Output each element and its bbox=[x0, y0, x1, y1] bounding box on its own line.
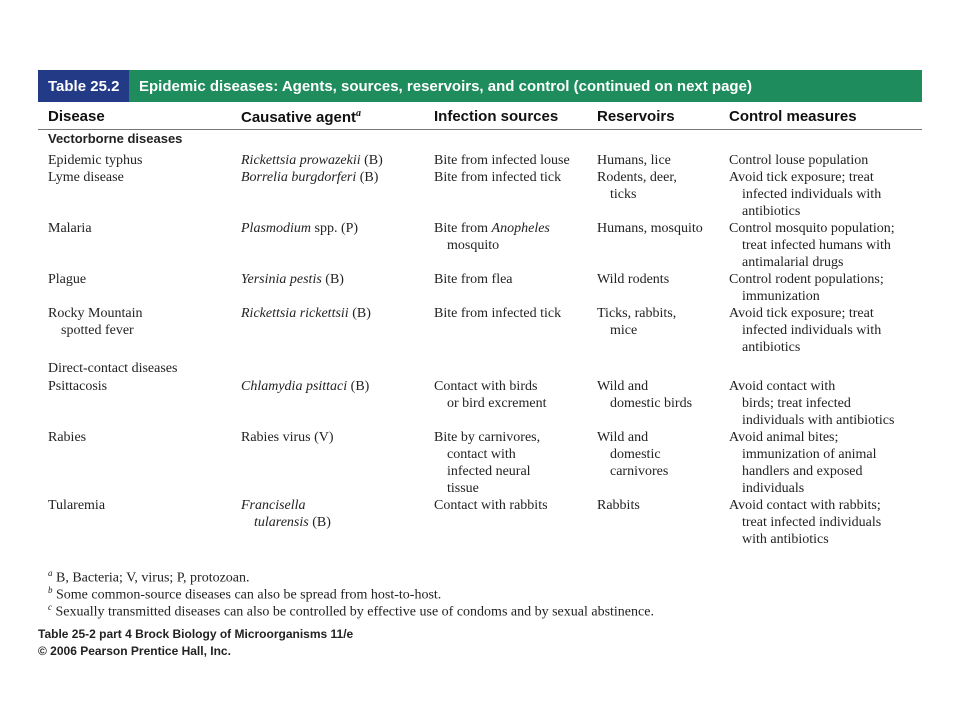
cell-sources: Bite from infected tick bbox=[434, 170, 562, 185]
table-header bbox=[38, 102, 922, 130]
cell-disease: Tularemia bbox=[48, 498, 106, 513]
cell-disease: Psittacosis bbox=[48, 379, 108, 394]
cell-sources: Bite from Anopheles mosquito bbox=[434, 221, 550, 253]
footnote: $^b$ Some common-source diseases can also be spread from host-to-host. bbox=[48, 585, 442, 603]
cell-agent: Rickettsia prowazekii (B) bbox=[241, 153, 383, 168]
col-header-sources: Infection sources bbox=[434, 108, 559, 125]
cell-control: Control louse population bbox=[729, 153, 869, 168]
cell-sources: Contact with birds or bird excrement bbox=[434, 379, 547, 411]
cell-agent: Yersinia pestis (B) bbox=[241, 272, 344, 287]
cell-sources: Contact with rabbits bbox=[434, 498, 548, 513]
col-header-reservoirs: Reservoirs bbox=[597, 108, 675, 125]
cell-disease: Malaria bbox=[48, 221, 92, 236]
cell-control: Avoid contact with rabbits; treat infected individuals with antibiotics bbox=[729, 498, 882, 547]
cell-disease: Plague bbox=[48, 272, 87, 287]
cell-reservoirs: Ticks, rabbits, mice bbox=[597, 306, 677, 338]
cell-reservoirs: Wild and domestic carnivores bbox=[597, 430, 669, 479]
col-header-agent: Causative agent$^a$ bbox=[241, 108, 362, 126]
cell-agent: Borrelia burgdorferi (B) bbox=[241, 170, 379, 185]
cell-sources: Bite by carnivores, contact with infected neural tissue bbox=[434, 430, 541, 496]
cell-disease: Lyme disease bbox=[48, 170, 124, 185]
cell-disease: Rocky Mountain spotted fever bbox=[48, 306, 143, 338]
col-header-disease: Disease bbox=[48, 108, 105, 125]
cell-agent: Plasmodium spp. (P) bbox=[241, 221, 359, 236]
caption-line: © 2006 Pearson Prentice Hall, Inc. bbox=[38, 644, 231, 658]
table-title: Epidemic diseases: Agents, sources, reservoirs, and control (continued on next page) bbox=[129, 70, 922, 102]
cell-control: Control rodent populations; immunization bbox=[729, 272, 884, 304]
cell-reservoirs: Wild and domestic birds bbox=[597, 379, 693, 411]
col-header-control: Control measures bbox=[729, 108, 857, 125]
footnote-mark: a bbox=[356, 108, 362, 119]
cell-agent: Rabies virus (V) bbox=[241, 430, 334, 445]
cell-reservoirs: Humans, lice bbox=[597, 153, 671, 168]
caption-line: Table 25-2 part 4 Brock Biology of Microorganisms 11/e bbox=[38, 627, 354, 641]
cell-sources: Bite from infected louse bbox=[434, 153, 570, 168]
cell-reservoirs: Wild rodents bbox=[597, 272, 670, 287]
cell-agent: Chlamydia psittaci (B) bbox=[241, 379, 370, 394]
cell-control: Control mosquito population; treat infected humans with antimalarial drugs bbox=[729, 221, 895, 270]
figure-caption bbox=[38, 626, 353, 660]
footnote: $^c$ Sexually transmitted diseases can also be controlled by effective use of condoms and by sexual abstinence. bbox=[48, 602, 654, 620]
cell-sources: Bite from infected tick bbox=[434, 306, 562, 321]
cell-control: Avoid tick exposure; treat infected individuals with antibiotics bbox=[729, 170, 882, 219]
cell-disease: Rabies bbox=[48, 430, 87, 445]
footnote: $^a$ B, Bacteria; V, virus; P, protozoan. bbox=[48, 568, 250, 586]
cell-control: Avoid tick exposure; treat infected individuals with antibiotics bbox=[729, 306, 882, 355]
section-heading-direct-contact: Direct-contact diseases bbox=[48, 361, 178, 376]
cell-disease: Epidemic typhus bbox=[48, 153, 143, 168]
cell-agent: Rickettsia rickettsii (B) bbox=[241, 306, 371, 321]
cell-reservoirs: Rodents, deer, ticks bbox=[597, 170, 677, 202]
table-banner bbox=[38, 70, 922, 102]
cell-sources: Bite from flea bbox=[434, 272, 513, 287]
cell-agent: Francisella tularensis (B) bbox=[241, 498, 331, 530]
cell-reservoirs: Rabbits bbox=[597, 498, 640, 513]
table-number: Table 25.2 bbox=[38, 70, 129, 102]
cell-reservoirs: Humans, mosquito bbox=[597, 221, 703, 236]
cell-control: Avoid contact with birds; treat infected individuals with antibiotics bbox=[729, 379, 895, 428]
cell-control: Avoid animal bites; immunization of animal handlers and exposed individuals bbox=[729, 430, 877, 496]
section-heading-vectorborne: Vectorborne diseases bbox=[48, 131, 183, 146]
